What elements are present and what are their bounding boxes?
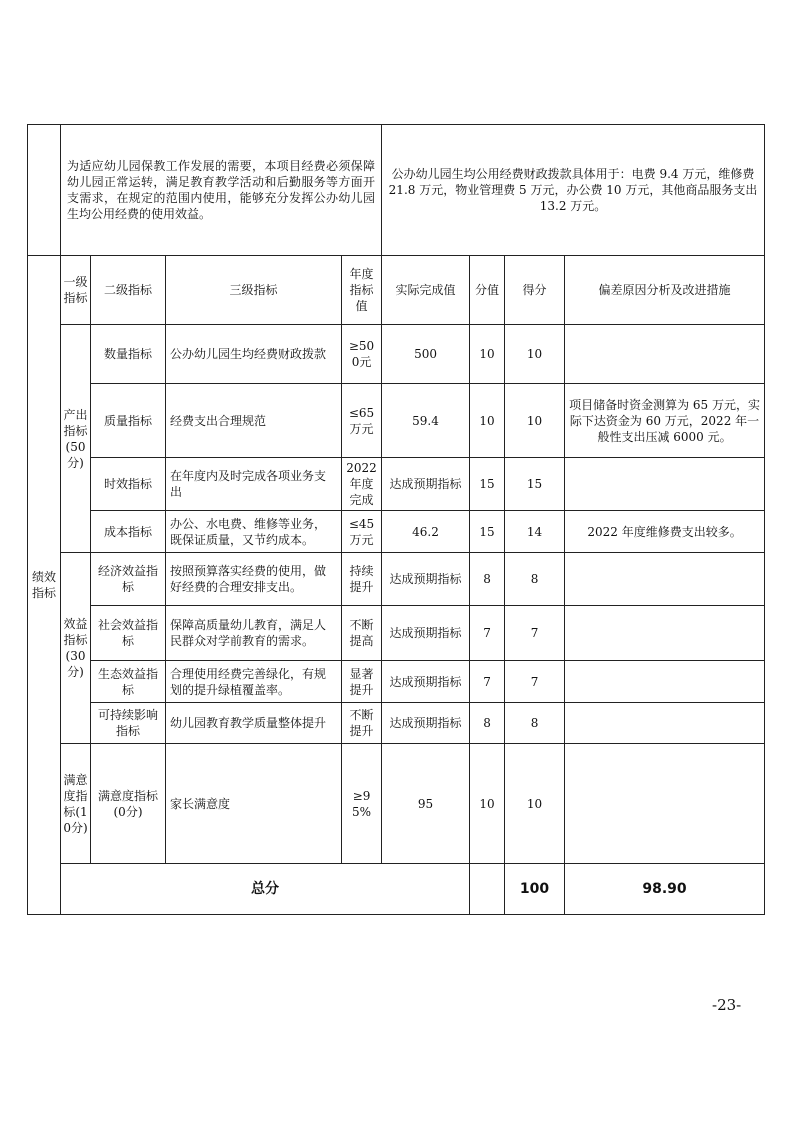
target-cell: ≤45万元 xyxy=(342,511,382,553)
l3-cell: 家长满意度 xyxy=(166,744,342,864)
actual-cell: 达成预期指标 xyxy=(382,661,470,703)
actual-cell: 59.4 xyxy=(382,384,470,458)
table-row xyxy=(28,458,765,511)
table-row xyxy=(28,325,765,384)
value-cell: 15 xyxy=(470,458,505,511)
l3-cell: 合理使用经费完善绿化，有规划的提升绿植覆盖率。 xyxy=(166,661,342,703)
total-value: 100 xyxy=(505,864,565,915)
total-row xyxy=(28,864,765,915)
l3-cell: 幼儿园教育教学质量整体提升 xyxy=(166,703,342,744)
score-cell: 7 xyxy=(505,606,565,661)
actual-cell: 46.2 xyxy=(382,511,470,553)
l3-cell: 公办幼儿园生均经费财政拨款 xyxy=(166,325,342,384)
note-cell: 项目储备时资金测算为 65 万元，实际下达资金为 60 万元，2022 年一般性支出压减 6000 元。 xyxy=(565,384,765,458)
table-row xyxy=(28,511,765,553)
score-header: 得分 xyxy=(505,256,565,325)
table-row xyxy=(28,553,765,606)
summary-blank-cell xyxy=(28,125,61,256)
usage-cell: 公办幼儿园生均公用经费财政拨款具体用于：电费 9.4 万元，维修费 21.8 万元，物业管理费 5 万元，办公费 10 万元，其他商品服务支出 13.2 万元。 xyxy=(382,125,765,256)
summary-row xyxy=(28,125,765,256)
target-cell: ≥95% xyxy=(342,744,382,864)
note-cell xyxy=(565,661,765,703)
table-row xyxy=(28,703,765,744)
target-cell: 不断提升 xyxy=(342,703,382,744)
l2-cell: 社会效益指标 xyxy=(91,606,166,661)
header-row xyxy=(28,256,765,325)
l2-cell: 可持续影响指标 xyxy=(91,703,166,744)
l3-cell: 办公、水电费、维修等业务，既保证质量，又节约成本。 xyxy=(166,511,342,553)
actual-cell: 95 xyxy=(382,744,470,864)
score-cell: 8 xyxy=(505,703,565,744)
value-cell: 15 xyxy=(470,511,505,553)
satisfaction-group-label: 满意度指标(10分) xyxy=(61,744,91,864)
note-cell xyxy=(565,325,765,384)
target-cell: ≥500元 xyxy=(342,325,382,384)
table-row xyxy=(28,606,765,661)
page-number: -23- xyxy=(712,996,742,1014)
value-cell: 7 xyxy=(470,606,505,661)
note-cell xyxy=(565,606,765,661)
score-cell: 14 xyxy=(505,511,565,553)
value-cell: 7 xyxy=(470,661,505,703)
total-label: 总分 xyxy=(61,864,470,915)
table-row xyxy=(28,384,765,458)
actual-header: 实际完成值 xyxy=(382,256,470,325)
value-cell: 10 xyxy=(470,384,505,458)
score-cell: 10 xyxy=(505,744,565,864)
value-cell: 8 xyxy=(470,553,505,606)
total-blank-cell xyxy=(470,864,505,915)
l2-cell: 生态效益指标 xyxy=(91,661,166,703)
level3-header: 三级指标 xyxy=(166,256,342,325)
value-cell: 10 xyxy=(470,325,505,384)
purpose-cell: 为适应幼儿园保教工作发展的需要，本项目经费必须保障幼儿园正常运转，满足教育教学活动和后勤服务等方面开支需求，在规定的范围内使用，能够充分发挥公办幼儿园生均公用经费的使用效益。 xyxy=(61,125,382,256)
target-cell: 持续提升 xyxy=(342,553,382,606)
note-cell xyxy=(565,458,765,511)
performance-table xyxy=(27,124,765,915)
actual-cell: 达成预期指标 xyxy=(382,458,470,511)
l2-cell: 数量指标 xyxy=(91,325,166,384)
target-cell: ≤65万元 xyxy=(342,384,382,458)
actual-cell: 500 xyxy=(382,325,470,384)
l3-cell: 保障高质量幼儿教育，满足人民群众对学前教育的需求。 xyxy=(166,606,342,661)
note-cell xyxy=(565,744,765,864)
value-cell: 8 xyxy=(470,703,505,744)
actual-cell: 达成预期指标 xyxy=(382,703,470,744)
score-value-header: 分值 xyxy=(470,256,505,325)
l3-cell: 经费支出合理规范 xyxy=(166,384,342,458)
target-cell: 2022年度完成 xyxy=(342,458,382,511)
l2-cell: 满意度指标(0分) xyxy=(91,744,166,864)
note-cell: 2022 年度维修费支出较多。 xyxy=(565,511,765,553)
l2-cell: 成本指标 xyxy=(91,511,166,553)
annual-target-header: 年度指标值 xyxy=(342,256,382,325)
actual-cell: 达成预期指标 xyxy=(382,553,470,606)
l3-cell: 按照预算落实经费的使用，做好经费的合理安排支出。 xyxy=(166,553,342,606)
total-score: 98.90 xyxy=(565,864,765,915)
actual-cell: 达成预期指标 xyxy=(382,606,470,661)
output-group-label: 产出指标(50分) xyxy=(61,325,91,553)
score-cell: 10 xyxy=(505,384,565,458)
value-cell: 10 xyxy=(470,744,505,864)
target-cell: 不断提高 xyxy=(342,606,382,661)
level2-header: 二级指标 xyxy=(91,256,166,325)
score-cell: 15 xyxy=(505,458,565,511)
l2-cell: 经济效益指标 xyxy=(91,553,166,606)
l2-cell: 质量指标 xyxy=(91,384,166,458)
note-cell xyxy=(565,553,765,606)
note-cell xyxy=(565,703,765,744)
deviation-header: 偏差原因分析及改进措施 xyxy=(565,256,765,325)
table-row xyxy=(28,661,765,703)
benefit-group-label: 效益指标(30分) xyxy=(61,553,91,744)
perf-indicator-label: 绩效指标 xyxy=(28,256,61,915)
score-cell: 8 xyxy=(505,553,565,606)
level1-header: 一级指标 xyxy=(61,256,91,325)
score-cell: 7 xyxy=(505,661,565,703)
target-cell: 显著提升 xyxy=(342,661,382,703)
table-row xyxy=(28,744,765,864)
l3-cell: 在年度内及时完成各项业务支出 xyxy=(166,458,342,511)
score-cell: 10 xyxy=(505,325,565,384)
l2-cell: 时效指标 xyxy=(91,458,166,511)
